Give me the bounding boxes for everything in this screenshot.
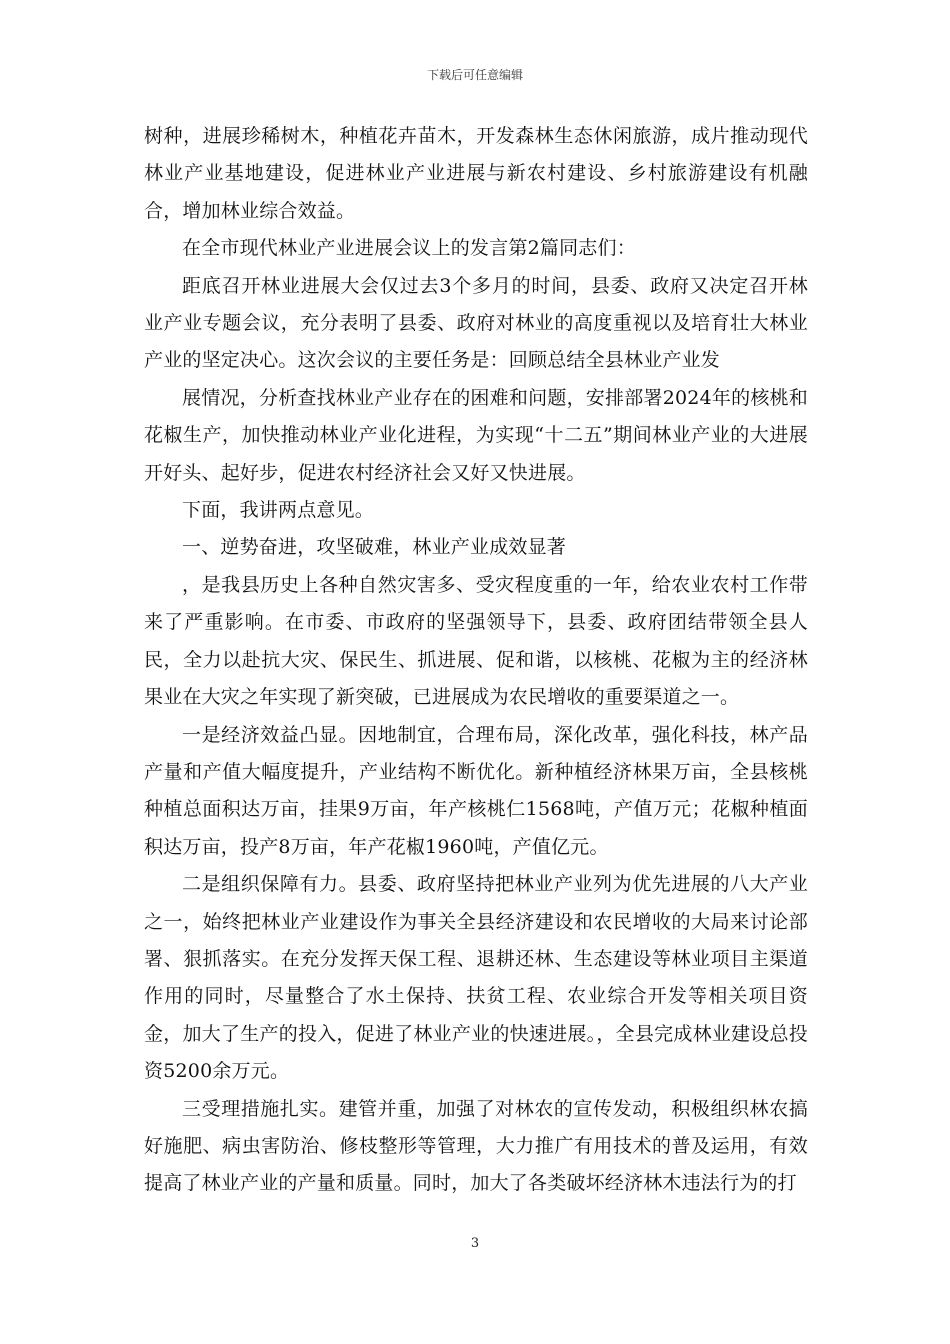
paragraph: 在全市现代林业产业进展会议上的发言第2篇同志们： xyxy=(182,237,636,260)
paragraph: ，是我县历史上各种自然灾害多、受灾程度重的一年，给农业农村工作带来了严重影响。在市委、市政府的坚强领导下，县委、政府团结带领全县人民，全力以赴抗大灾、保民生、抓进展、促和谐，以核桃、花椒为主的经济林果业在大灾之年实现了新突破，已进展成为农民增收的重要渠道之一。 xyxy=(144,573,808,709)
paragraph: 树种，进展珍稀树木，种植花卉苗木，开发森林生态休闲旅游，成片推动现代林业产业基地建设，促进林业产业进展与新农村建设、乡村旅游建设有机融合，增加林业综合效益。 xyxy=(144,125,808,222)
paragraph: 二是组织保障有力。县委、政府坚持把林业产业列为优先进展的八大产业之一，始终把林业产业建设作为事关全县经济建设和农民增收的大局来讨论部署、狠抓落实。在充分发挥天保工程、退耕还林、生态建设等林业项目主渠道作用的同时，尽量整合了水土保持、扶贫工程、农业综合开发等相关项目资金，加大了生产的投入，促进了林业产业的快速进展。，全县完成林业建设总投资5200余万元。 xyxy=(144,873,808,1083)
paragraph: 下面，我讲两点意见。 xyxy=(182,499,375,522)
body-text xyxy=(144,118,808,1203)
paragraph: 距底召开林业进展大会仅过去3个多月的时间，县委、政府又决定召开林业产业专题会议，充分表明了县委、政府对林业的高度重视以及培育壮大林业产业的坚定决心。这次会议的主要任务是：回顾总结全县林业产业发 xyxy=(144,274,808,372)
section-heading: 一、逆势奋进，攻坚破难，林业产业成效显著 xyxy=(182,536,567,559)
page-header: 下载后可任意编辑 xyxy=(426,68,523,82)
paragraph: 展情况，分析查找林业产业存在的困难和问题，安排部署2024年的核桃和花椒生产，加快推动林业产业化进程，为实现“十二五”期间林业产业的大进展开好头、起好步，促进农村经济社会又好又快进展。 xyxy=(144,386,808,484)
paragraph: 一是经济效益凸显。因地制宜，合理布局，深化改革，强化科技，林产品产量和产值大幅度提升，产业结构不断优化。新种植经济林果万亩，全县核桃种植总面积达万亩，挂果9万亩，年产核桃仁1568吨，产值万元；花椒种植面积达万亩，投产8万亩，年产花椒1960吨，产值亿元。 xyxy=(144,723,808,858)
paragraph: 三受理措施扎实。建管并重，加强了对林农的宣传发动，积极组织林农搞好施肥、病虫害防治、修枝整形等管理，大力推广有用技术的普及运用，有效提高了林业产业的产量和质量。同时，加大了各类破坏经济林木违法行为的打 xyxy=(144,1097,808,1195)
page-number: 3 xyxy=(470,1236,480,1251)
